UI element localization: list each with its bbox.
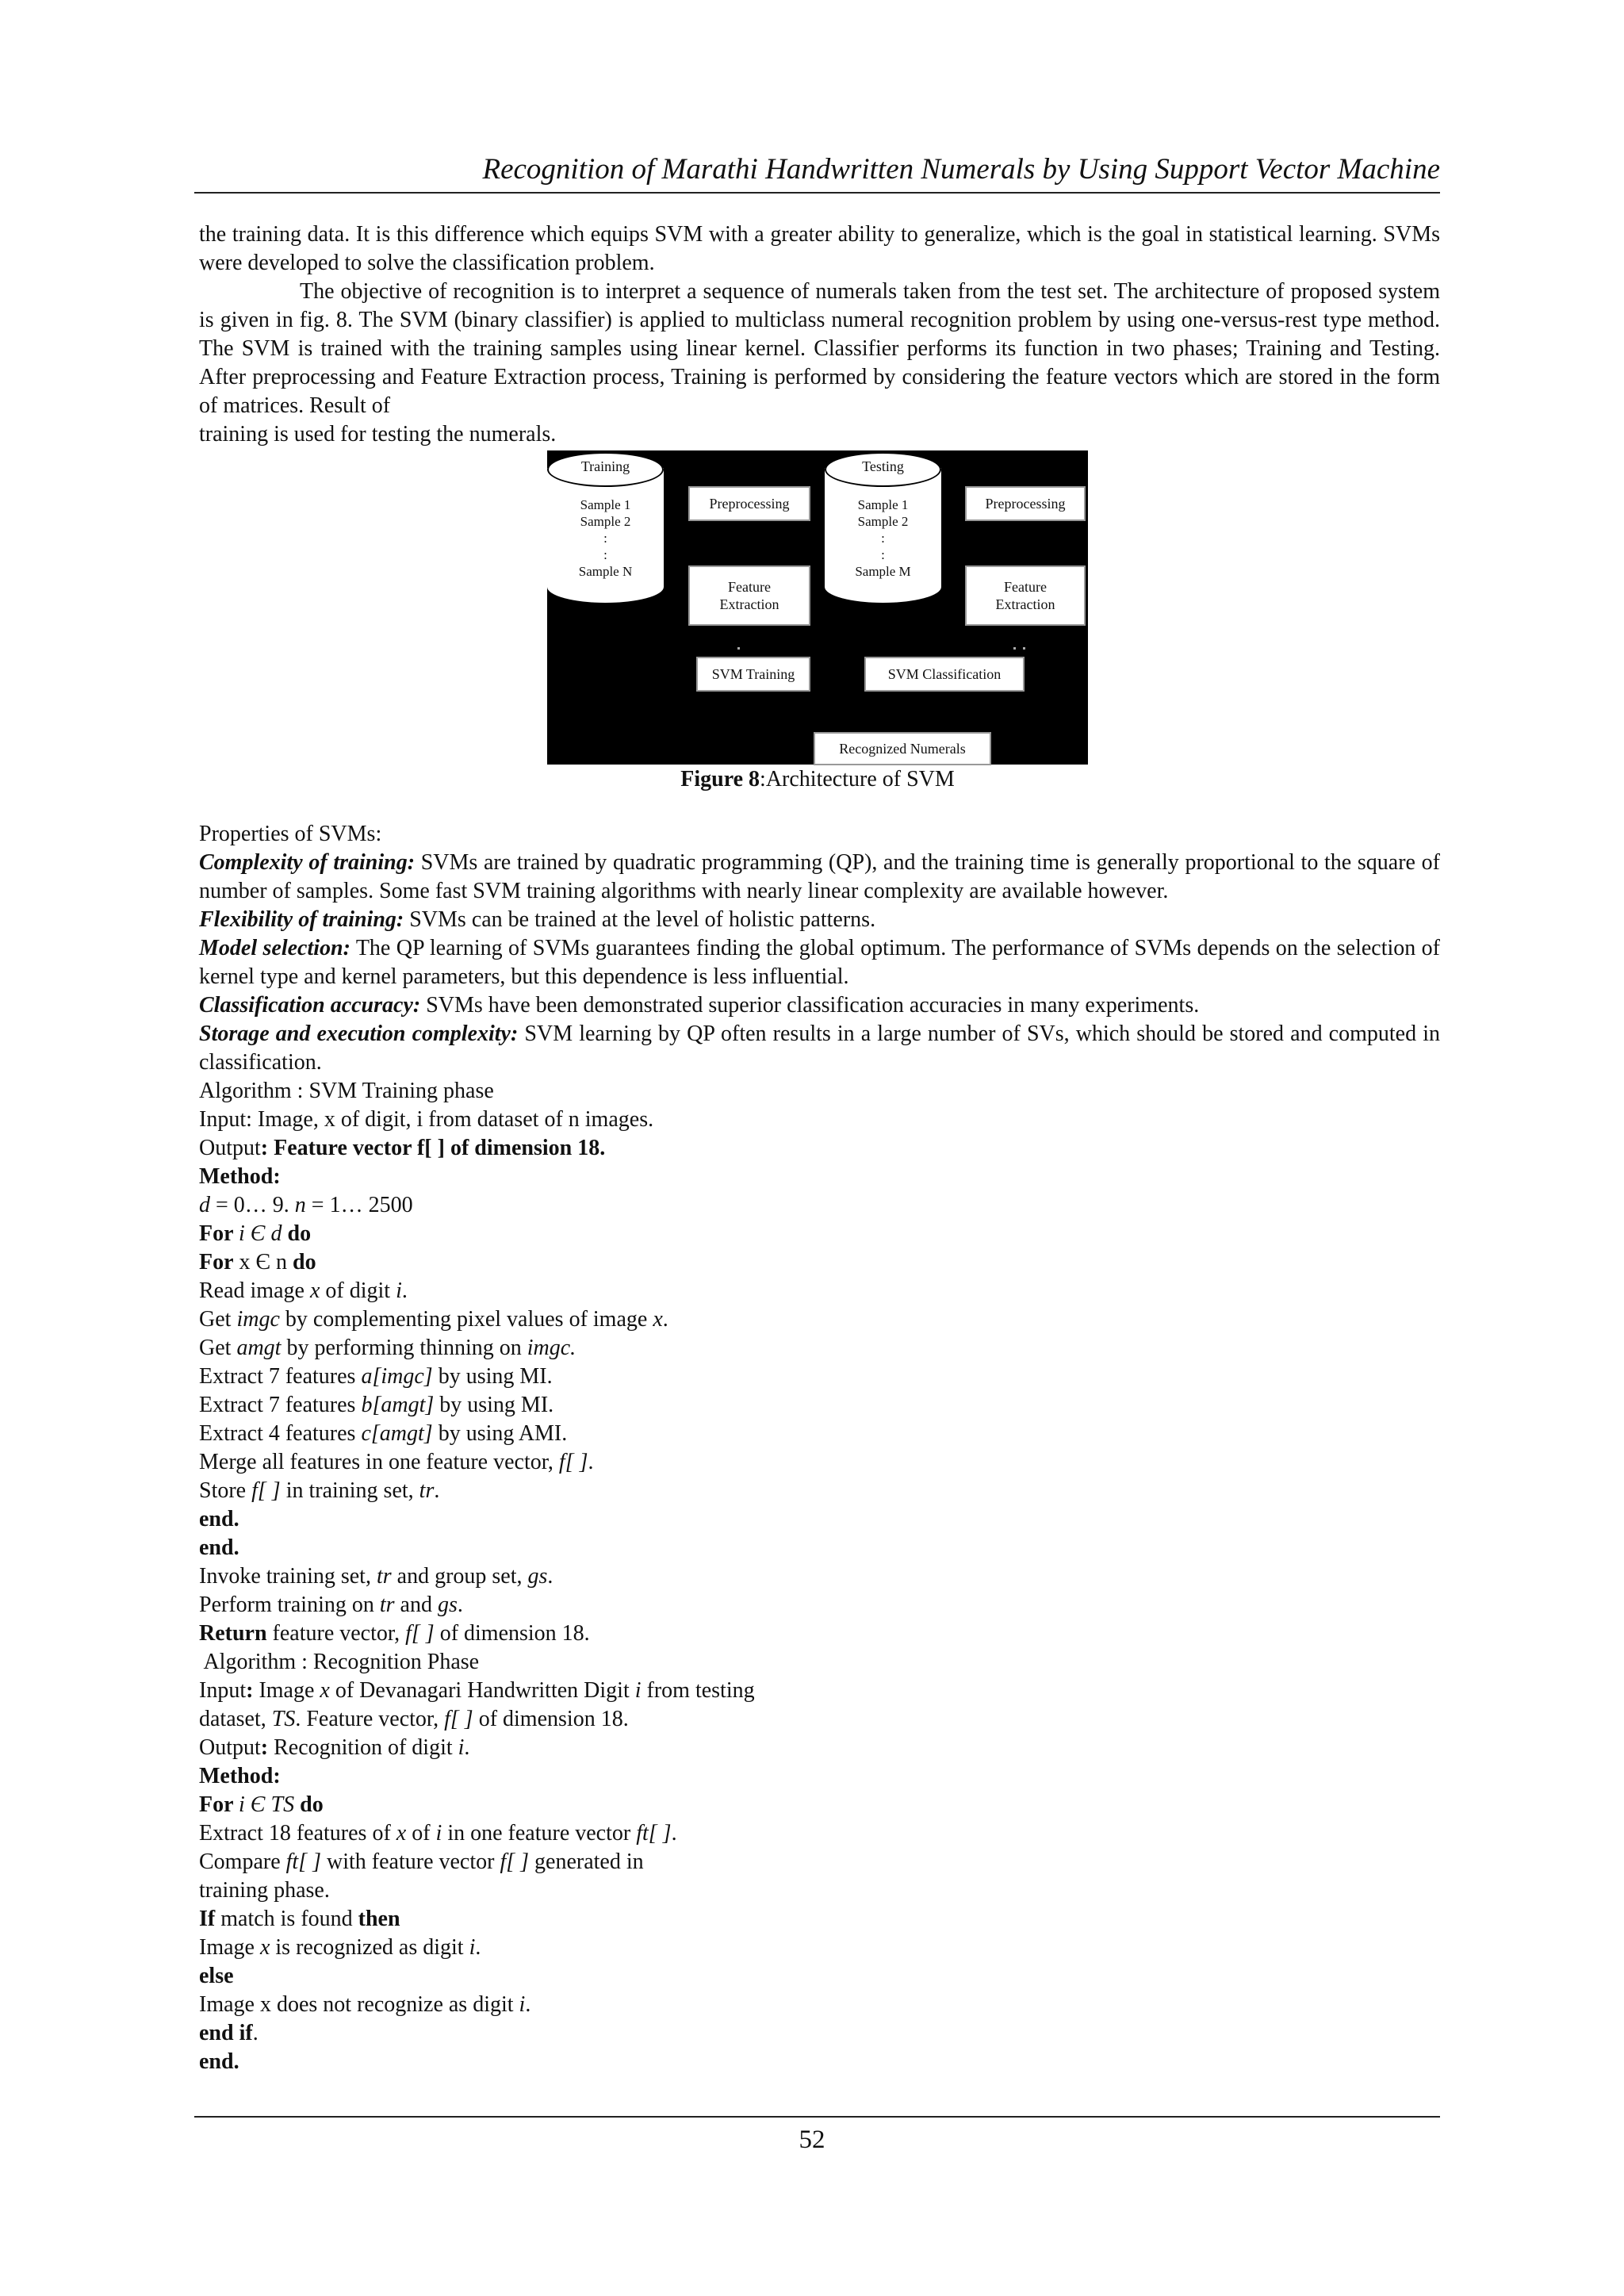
testing-database bbox=[825, 452, 941, 603]
algorithm-line: Extract 7 features b[amgt] by using MI. bbox=[199, 1393, 554, 1417]
algorithm-line: Compare ft[ ] with feature vector f[ ] generated in bbox=[199, 1849, 644, 1874]
properties-and-algorithms bbox=[199, 820, 1440, 2076]
properties-heading: Properties of SVMs: bbox=[199, 822, 382, 846]
svm-architecture-figure bbox=[547, 450, 1088, 765]
algorithm-line: Get amgt by performing thinning on imgc. bbox=[199, 1336, 576, 1360]
feature-extraction-box-testing: Feature Extraction bbox=[965, 565, 1086, 626]
property-item: Flexibility of training: SVMs can be trained at the level of holistic patterns. bbox=[199, 907, 876, 932]
algorithm-output: Output: Recognition of digit i. bbox=[199, 1735, 470, 1760]
training-database bbox=[547, 452, 664, 603]
algorithm-line: end. bbox=[199, 1535, 239, 1560]
recognized-numerals-box: Recognized Numerals bbox=[814, 732, 991, 765]
intro-paragraph-2: The objective of recognition is to interpret a sequence of numerals taken from the test set. The architecture of proposed system is given in fig. 8. The SVM (binary classifier) is applied to multiclass numeral recognition problem by using one-versus-rest type method. The SVM is trained with the training samples using linear kernel. Classifier performs its function in two phases; Training and Testing. After preprocessing and Feature Extraction process, Training is performed by considering the feature vectors which are stored in the form of matrices. Result of bbox=[199, 279, 1440, 418]
algorithm-line: Read image x of digit i. bbox=[199, 1278, 408, 1303]
recognition-algorithm bbox=[199, 1648, 1440, 2076]
algorithm-input-continued: dataset, TS. Feature vector, f[ ] of dimension 18. bbox=[199, 1707, 629, 1731]
algorithm-line: Extract 4 features c[amgt] by using AMI. bbox=[199, 1421, 568, 1446]
algorithm-line: For i Є TS do bbox=[199, 1792, 324, 1817]
algorithm-line: For x Є n do bbox=[199, 1250, 316, 1274]
training-algorithm bbox=[199, 1077, 1440, 1648]
feature-extraction-box-training: Feature Extraction bbox=[688, 565, 810, 626]
page-number: 52 bbox=[799, 2125, 825, 2154]
algorithm-line: Extract 18 features of x of i in one feature vector ft[ ]. bbox=[199, 1821, 677, 1846]
algorithm-method-label: Method: bbox=[199, 1164, 281, 1189]
property-item: Classification accuracy: SVMs have been demonstrated superior classification accuracies in many experiments. bbox=[199, 993, 1200, 1018]
algorithm-line: Extract 7 features a[imgc] by using MI. bbox=[199, 1364, 553, 1389]
algorithm-line: If match is found then bbox=[199, 1907, 400, 1931]
preprocessing-box-training: Preprocessing bbox=[688, 486, 810, 521]
algorithm-line: d = 0… 9. n = 1… 2500 bbox=[199, 1193, 413, 1217]
testing-database-samples: Sample 1 Sample 2 : : Sample M bbox=[855, 497, 911, 579]
algorithm-line: end. bbox=[199, 1507, 239, 1531]
svm-training-box: SVM Training bbox=[696, 657, 810, 692]
algorithm-line: Return feature vector, f[ ] of dimension 18. bbox=[199, 1621, 590, 1646]
algorithm-line: For i Є d do bbox=[199, 1221, 312, 1246]
preprocessing-box-testing: Preprocessing bbox=[965, 486, 1086, 521]
algorithm-title: Algorithm : SVM Training phase bbox=[199, 1079, 494, 1103]
algorithm-line: else bbox=[199, 1964, 234, 1988]
algorithm-line: Perform training on tr and gs. bbox=[199, 1593, 463, 1617]
training-database-samples: Sample 1 Sample 2 : : Sample N bbox=[578, 497, 633, 579]
algorithm-line: end. bbox=[199, 2049, 239, 2074]
footer-rule bbox=[194, 2116, 1440, 2118]
algorithm-line: training phase. bbox=[199, 1878, 330, 1903]
figure-caption: Figure 8:Architecture of SVM bbox=[680, 767, 955, 792]
algorithm-output: Output: Feature vector f[ ] of dimension 18. bbox=[199, 1136, 606, 1160]
algorithm-line: end if. bbox=[199, 2021, 259, 2045]
algorithm-line: Store f[ ] in training set, tr. bbox=[199, 1478, 440, 1503]
intro-text bbox=[199, 220, 1440, 449]
algorithm-line: Get imgc by complementing pixel values of image x. bbox=[199, 1307, 668, 1332]
algorithm-line: Image x does not recognize as digit i. bbox=[199, 1992, 531, 2017]
testing-database-title: Testing bbox=[862, 458, 904, 474]
algorithm-line: Image x is recognized as digit i. bbox=[199, 1935, 481, 1960]
algorithm-method-label: Method: bbox=[199, 1764, 281, 1788]
svm-classification-box: SVM Classification bbox=[864, 657, 1025, 692]
property-item: Storage and execution complexity: SVM learning by QP often results in a large number of SVs, which should be stored and computed in classification. bbox=[199, 1022, 1440, 1075]
training-database-title: Training bbox=[580, 458, 630, 474]
algorithm-line: Merge all features in one feature vector, f[ ]. bbox=[199, 1450, 594, 1474]
running-title: Recognition of Marathi Handwritten Numerals by Using Support Vector Machine bbox=[482, 153, 1440, 186]
header-rule bbox=[194, 192, 1440, 194]
property-item: Model selection: The QP learning of SVMs guarantees finding the global optimum. The performance of SVMs depends on the selection of kernel type and kernel parameters, but this dependence is less influential. bbox=[199, 936, 1440, 989]
intro-paragraph-1: the training data. It is this difference which equips SVM with a greater ability to generalize, which is the goal in statistical learning. SVMs were developed to solve the classification problem. bbox=[199, 222, 1440, 275]
property-item: Complexity of training: SVMs are trained by quadratic programming (QP), and the training time is generally proportional to the square of number of samples. Some fast SVM training algorithms with nearly linear complexity are available however. bbox=[199, 850, 1440, 903]
intro-paragraph-3: training is used for testing the numerals. bbox=[199, 422, 557, 447]
algorithm-line: Invoke training set, tr and group set, gs. bbox=[199, 1564, 553, 1589]
algorithm-input: Input: Image, x of digit, i from dataset of n images. bbox=[199, 1107, 654, 1132]
algorithm-input: Input: Image x of Devanagari Handwritten Digit i from testing bbox=[199, 1678, 755, 1703]
algorithm-title: Algorithm : Recognition Phase bbox=[199, 1650, 480, 1674]
